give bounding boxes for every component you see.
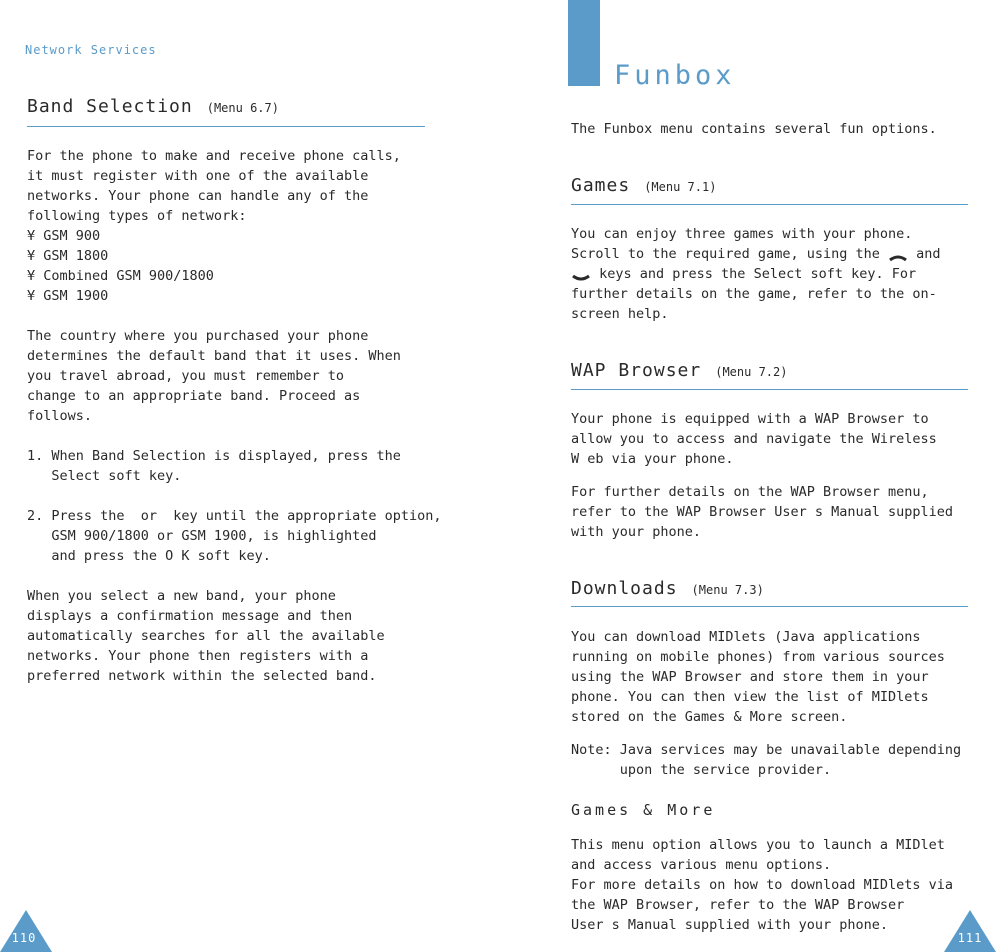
page-number: 110 <box>11 931 37 945</box>
subsection-title-games-more: Games & More <box>571 801 716 819</box>
section-title-text: Games <box>571 175 631 196</box>
down-key-icon <box>571 269 591 279</box>
section-divider <box>571 606 968 607</box>
section-title-games <box>571 175 716 196</box>
menu-reference: (Menu 6.7) <box>206 101 279 115</box>
games-line-2-text: Scroll to the required game, using the <box>571 246 880 262</box>
left-page <box>0 0 470 952</box>
up-key-icon <box>888 249 908 259</box>
wap-paragraph-2: For further details on the WAP Browser menu, refer to the WAP Browser User s Manual supplied with your phone. <box>571 484 954 540</box>
funbox-intro: The Funbox menu contains several fun options. <box>571 121 937 137</box>
menu-reference: (Menu 7.3) <box>691 583 764 597</box>
band-intro-paragraph: For the phone to make and receive phone calls, it must register with one of the available networks. Your phone can handle any of the following types of network: ¥ GSM 900 ¥ GSM 1800 ¥ Combined GSM 900/1800 ¥ GSM 1900 <box>27 148 401 304</box>
section-divider <box>27 126 425 127</box>
wap-paragraph-1: Your phone is equipped with a WAP Browser to allow you to access and navigate the Wireless W eb via your phone. <box>571 411 937 467</box>
section-title-band-selection <box>27 96 279 117</box>
band-country-paragraph: The country where you purchased your phone determines the default band that it uses. When you travel abroad, you must remember to change to an appropriate band. Proceed as follows. <box>27 328 401 424</box>
running-head: Network Services <box>25 43 157 57</box>
games-rest: further details on the game, refer to the on- screen help. <box>571 286 937 322</box>
step-2: 2. Press the or key until the appropriate option, GSM 900/1800 or GSM 1900, is highlighted and press the O K soft key. <box>27 508 442 564</box>
page-number-tab-left <box>0 910 52 952</box>
section-divider <box>571 204 968 205</box>
page-number-tab-right <box>944 910 996 952</box>
band-confirm-paragraph: When you select a new band, your phone displays a confirmation message and then automatically searches for all the available networks. Your phone then registers with a preferred network within the selected band. <box>27 588 385 684</box>
games-line-2 <box>571 244 941 264</box>
section-title-text: Band Selection <box>27 96 193 117</box>
chapter-color-block <box>568 0 600 86</box>
right-page <box>470 0 996 952</box>
step-1: 1. When Band Selection is displayed, press the Select soft key. <box>27 448 401 484</box>
section-title-downloads <box>571 578 764 599</box>
games-line-1: You can enjoy three games with your phone. <box>571 226 913 242</box>
games-line-3 <box>571 264 916 284</box>
section-title-text: WAP Browser <box>571 360 702 381</box>
games-more-paragraph: This menu option allows you to launch a MIDlet and access various menu options. For more details on how to download MIDlets via the WAP Browser, refer to the WAP Browser User s Manual supplied with your phone. <box>571 837 954 933</box>
menu-reference: (Menu 7.1) <box>644 180 717 194</box>
downloads-paragraph: You can download MIDlets (Java applications running on mobile phones) from various sources using the WAP Browser and store them in your phone. You can then view the list of MIDlets stored on the Games & More screen. <box>571 629 945 725</box>
games-line-2-and: and <box>916 246 941 262</box>
section-title-text: Downloads <box>571 578 678 599</box>
section-divider <box>571 389 968 390</box>
downloads-note: Note: Java services may be unavailable depending upon the service provider. <box>571 742 962 778</box>
chapter-title: Funbox <box>614 60 736 91</box>
menu-reference: (Menu 7.2) <box>715 365 788 379</box>
section-title-wap-browser <box>571 360 787 381</box>
games-line-3-text: keys and press the Select soft key. For <box>599 266 917 282</box>
page-number: 111 <box>957 931 983 945</box>
